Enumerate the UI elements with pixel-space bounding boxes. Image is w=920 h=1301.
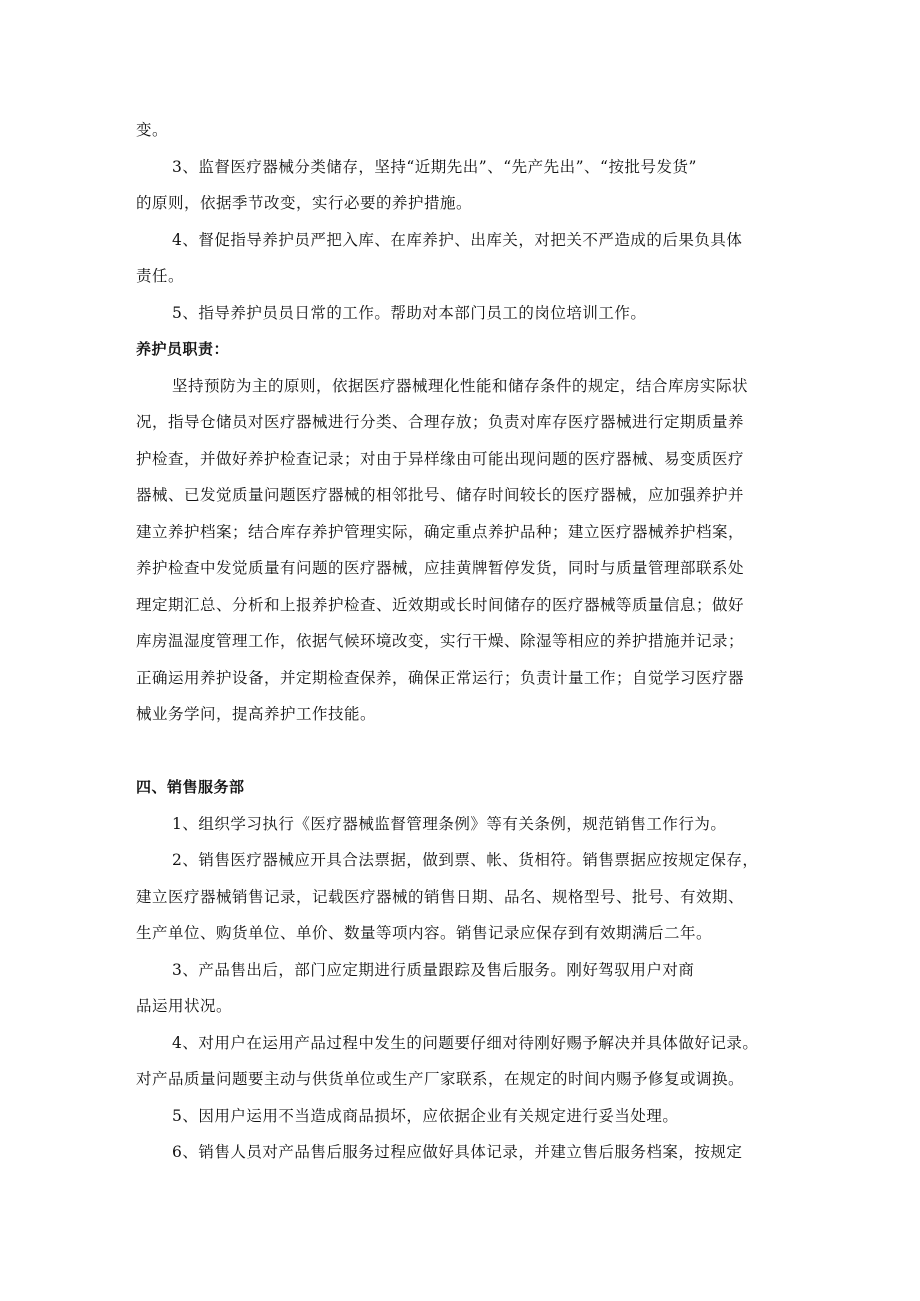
text-line: 坚持预防为主的原则，依据医疗器械理化性能和储存条件的规定，结合库房实际状 bbox=[172, 376, 749, 395]
text-line: 5、因用户运用不当造成商品损坏，应依据企业有关规定进行妥当处理。 bbox=[172, 1106, 679, 1125]
text-line: 变。 bbox=[136, 121, 169, 139]
text-line: 2、销售医疗器械应开具合法票据，做到票、帐、货相符。销售票据应按规定保存， bbox=[172, 851, 759, 869]
section-heading: 养护员职责： bbox=[136, 340, 230, 358]
text-line: 责任。 bbox=[136, 267, 185, 285]
text-line: 生产单位、购货单位、单价、数量等项内容。销售记录应保存到有效期满后二年。 bbox=[136, 924, 713, 942]
text-line: 4、对用户在运用产品过程中发生的问题要仔细对待刚好赐予解决并具体做好记录。 bbox=[172, 1033, 759, 1052]
text-line: 理定期汇总、分析和上报养护检查、近效期或长时间储存的医疗器械等质量信息；做好 bbox=[136, 595, 745, 614]
document-page bbox=[136, 112, 796, 1171]
text-line: 5、指导养护员员日常的工作。帮助对本部门员工的岗位培训工作。 bbox=[172, 303, 647, 322]
section-heading: 四、销售服务部 bbox=[136, 778, 245, 796]
text-line: 建立养护档案；结合库存养护管理实际，确定重点养护品种；建立医疗器械养护档案， bbox=[136, 522, 745, 541]
text-line: 器械、已发觉质量问题医疗器械的相邻批号、储存时间较长的医疗器械，应加强养护并 bbox=[136, 486, 745, 504]
text-line: 护检查，并做好养护检查记录；对由于异样缘由可能出现问题的医疗器械、易变质医疗 bbox=[136, 449, 745, 468]
text-line: 品运用状况。 bbox=[136, 997, 233, 1015]
text-line: 养护检查中发觉质量有问题的医疗器械，应挂黄牌暂停发货，同时与质量管理部联系处 bbox=[136, 559, 745, 577]
text-line: 1、组织学习执行《医疗器械监督管理条例》等有关条例，规范销售工作行为。 bbox=[172, 814, 727, 833]
text-line: 况，指导仓储员对医疗器械进行分类、合理存放；负责对库存医疗器械进行定期质量养 bbox=[136, 413, 745, 431]
text-line: 3、产品售出后，部门应定期进行质量跟踪及售后服务。刚好驾驭用户对商 bbox=[172, 960, 695, 979]
text-line: 6、销售人员对产品售后服务过程应做好具体记录，并建立售后服务档案，按规定 bbox=[172, 1143, 743, 1161]
blank-line bbox=[136, 733, 796, 770]
text-line: 对产品质量问题要主动与供货单位或生产厂家联系，在规定的时间内赐予修复或调换。 bbox=[136, 1070, 745, 1088]
text-line: 正确运用养护设备，并定期检查保养，确保正常运行；负责计量工作；自觉学习医疗器 bbox=[136, 668, 745, 687]
text-line: 建立医疗器械销售记录，记载医疗器械的销售日期、品名、规格型号、批号、有效期、 bbox=[136, 887, 745, 906]
text-line: 库房温湿度管理工作，依据气候环境改变，实行干燥、除湿等相应的养护措施并记录； bbox=[136, 632, 745, 650]
text-line: 4、督促指导养护员严把入库、在库养护、出库关，对把关不严造成的后果负具体 bbox=[172, 230, 743, 249]
text-line: 械业务学问，提高养护工作技能。 bbox=[136, 705, 377, 723]
text-line: 的原则，依据季节改变，实行必要的养护措施。 bbox=[136, 194, 473, 212]
text-line: 3、监督医疗器械分类储存，坚持“近期先出”、“先产先出”、“按批号发货” bbox=[172, 157, 697, 176]
